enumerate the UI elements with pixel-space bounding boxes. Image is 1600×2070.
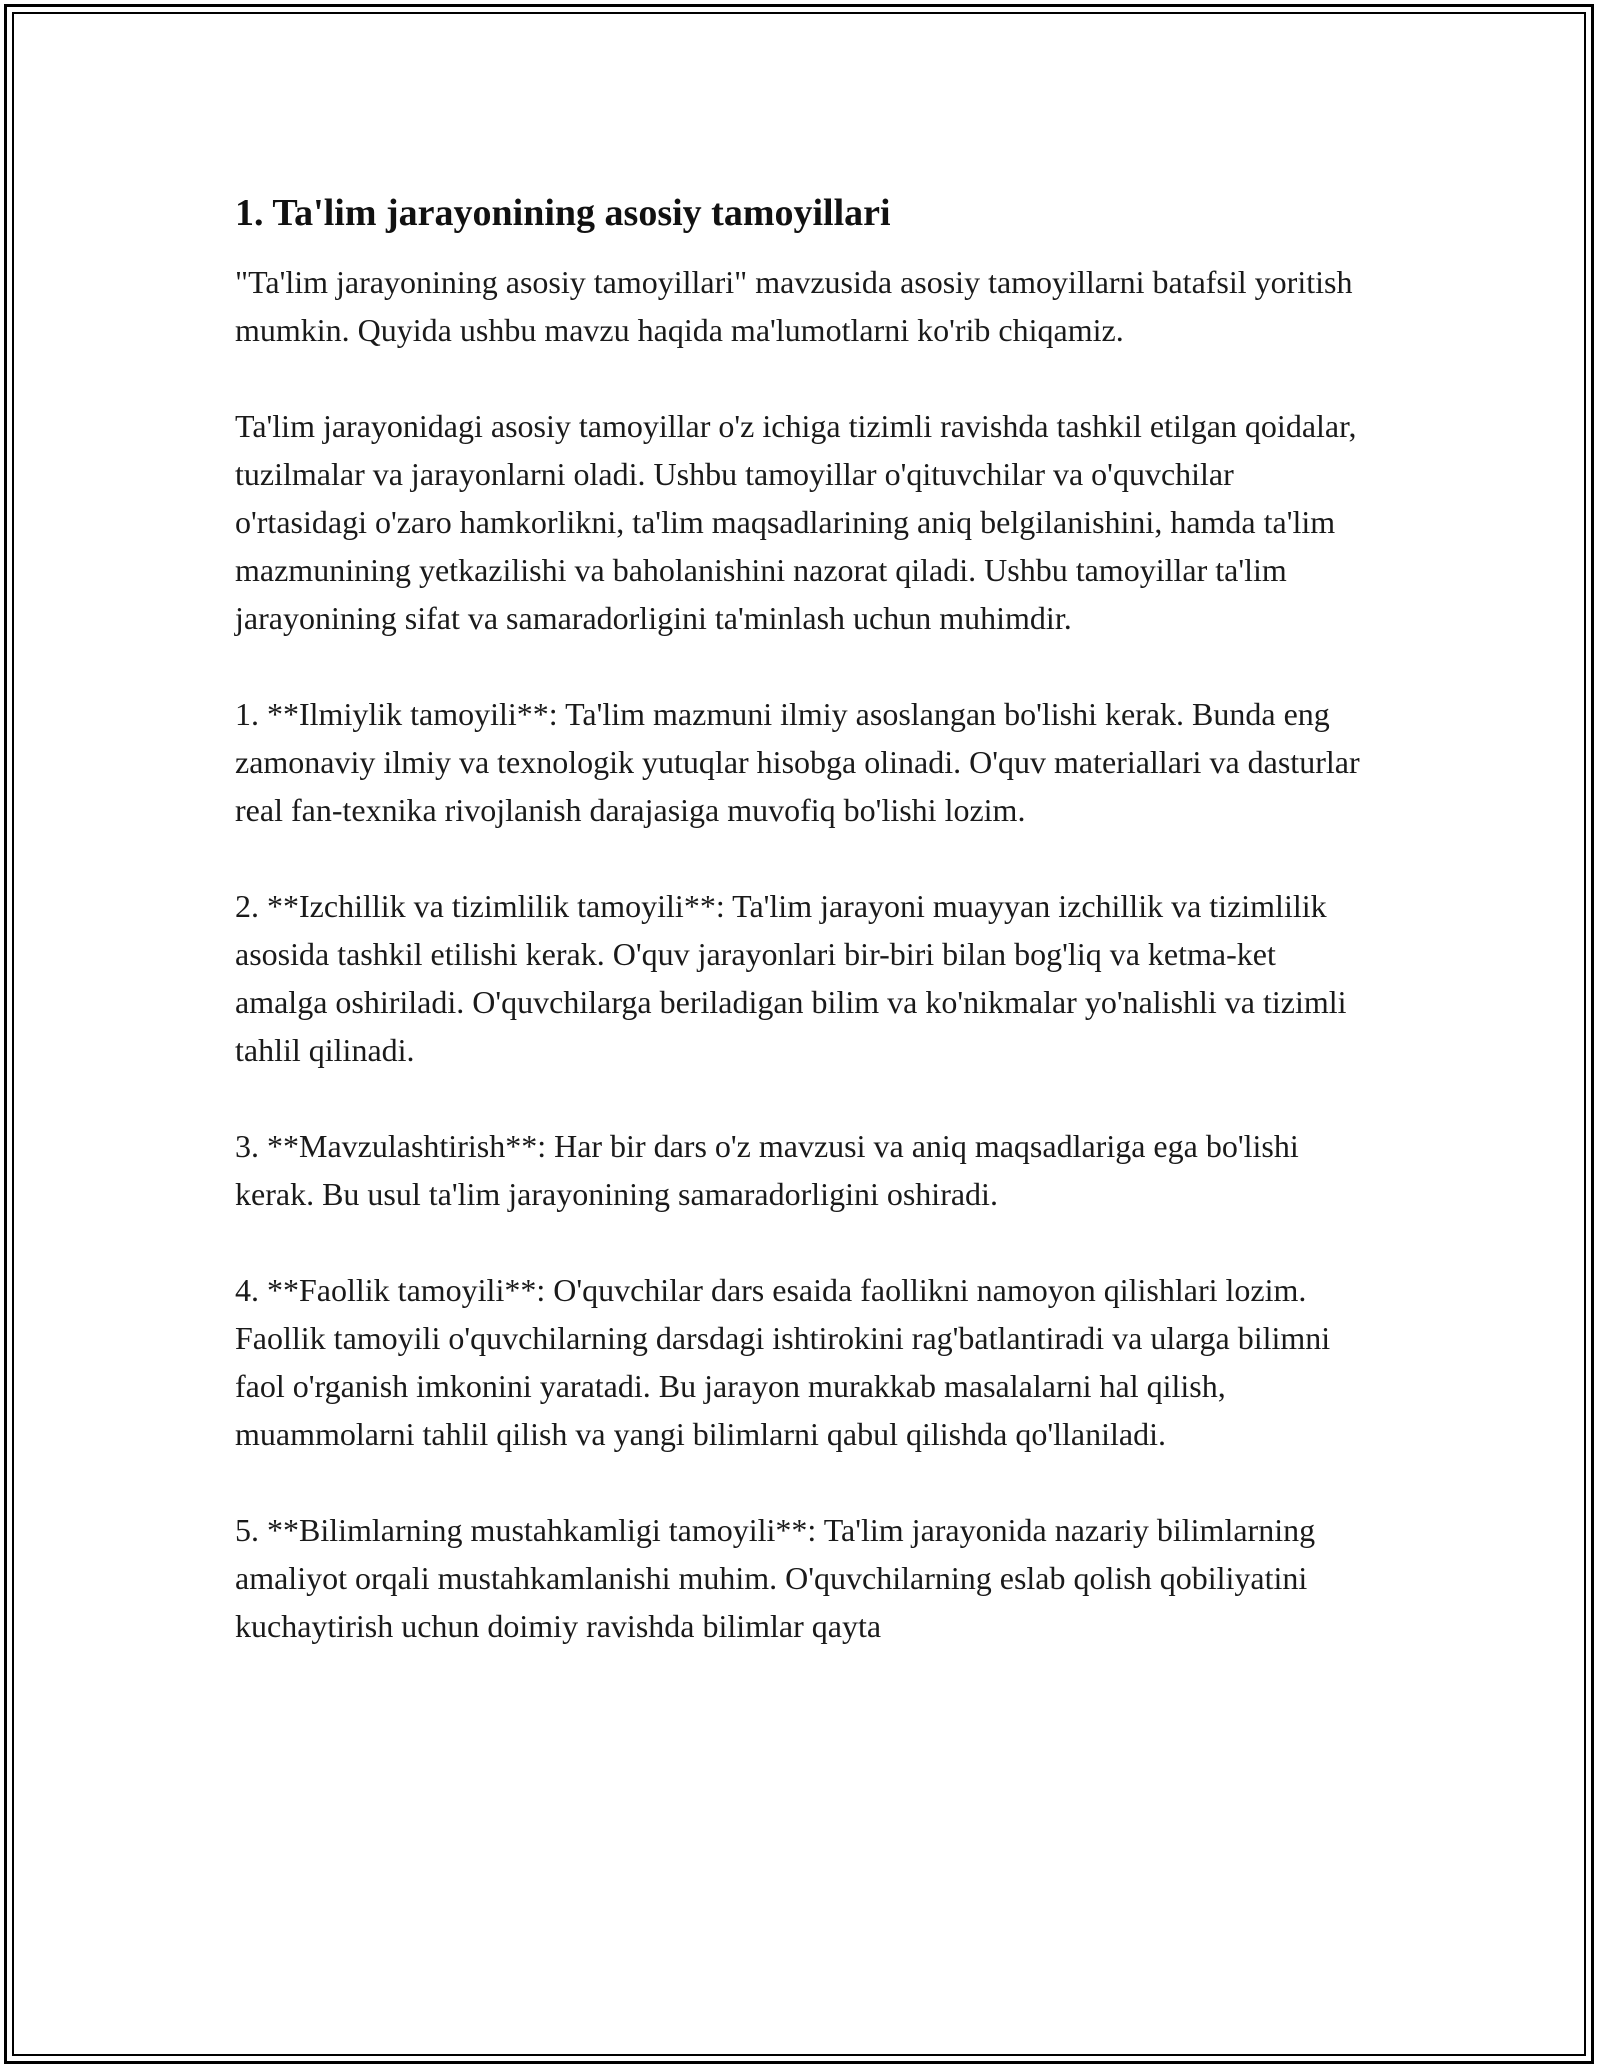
list-item-mustahkamlik: 5. **Bilimlarning mustahkamligi tamoyili**: Ta'lim jarayonida nazariy bilimlarning amaliyot orqali mustahkamlanishi muhim. O'quvchilarning eslab qolish qobiliyatini kuchaytirish uchun doimiy ravishda bilimlar qayta <box>235 1512 1316 1644</box>
paragraph-overview: Ta'lim jarayonidagi asosiy tamoyillar o'z ichiga tizimli ravishda tashkil etilgan qoidalar, tuzilmalar va jarayonlarni oladi. Ushbu tamoyillar o'qituvchilar va o'quvchilar o'rtasidagi o'zaro hamkorlikni, ta'lim maqsadlarining aniq belgilanishini, hamda ta'lim mazmunining yetkazilishi va baholanishini nazorat qiladi. Ushbu tamoyillar ta'lim jarayonining sifat va samaradorligini ta'minlash uchun muhimdir. <box>235 408 1357 636</box>
list-item-ilmiylik: 1. **Ilmiylik tamoyili**: Ta'lim mazmuni ilmiy asoslangan bo'lishi kerak. Bunda eng zamonaviy ilmiy va texnologik yutuqlar hisobga olinadi. O'quv materiallari va dasturlar real fan-texnika rivojlanish darajasiga muvofiq bo'lishi lozim. <box>235 696 1360 828</box>
paragraph-intro: "Ta'lim jarayonining asosiy tamoyillari" mavzusida asosiy tamoyillarni batafsil yoritish mumkin. Quyida ushbu mavzu haqida ma'lumotlarni ko'rib chiqamiz. <box>235 264 1353 348</box>
list-item-faollik: 4. **Faollik tamoyili**: O'quvchilar dars esaida faollikni namoyon qilishlari lozim. Faollik tamoyili o'quvchilarning darsdagi ishtirokini rag'batlantiradi va ularga bilimni faol o'rganish imkonini yaratadi. Bu jarayon murakkab masalalarni hal qilish, muammolarni tahlil qilish va yangi bilimlarni qabul qilishda qo'llaniladi. <box>235 1272 1331 1452</box>
list-item-mavzulashtirish: 3. **Mavzulashtirish**: Har bir dars o'z mavzusi va aniq maqsadlariga ega bo'lishi kerak. Bu usul ta'lim jarayonining samaradorligini oshiradi. <box>235 1128 1299 1212</box>
list-item-izchillik: 2. **Izchillik va tizimlilik tamoyili**: Ta'lim jarayoni muayyan izchillik va tizimlilik asosida tashkil etilishi kerak. O'quv jarayonlari bir-biri bilan bog'liq va ketma-ket amalga oshiriladi. O'quvchilarga beriladigan bilim va ko'nikmalar yo'nalishli va tizimli tahlil qilinadi. <box>235 888 1347 1068</box>
document-body <box>235 188 1370 1650</box>
section-heading: 1. Ta'lim jarayonining asosiy tamoyillari <box>235 192 891 234</box>
